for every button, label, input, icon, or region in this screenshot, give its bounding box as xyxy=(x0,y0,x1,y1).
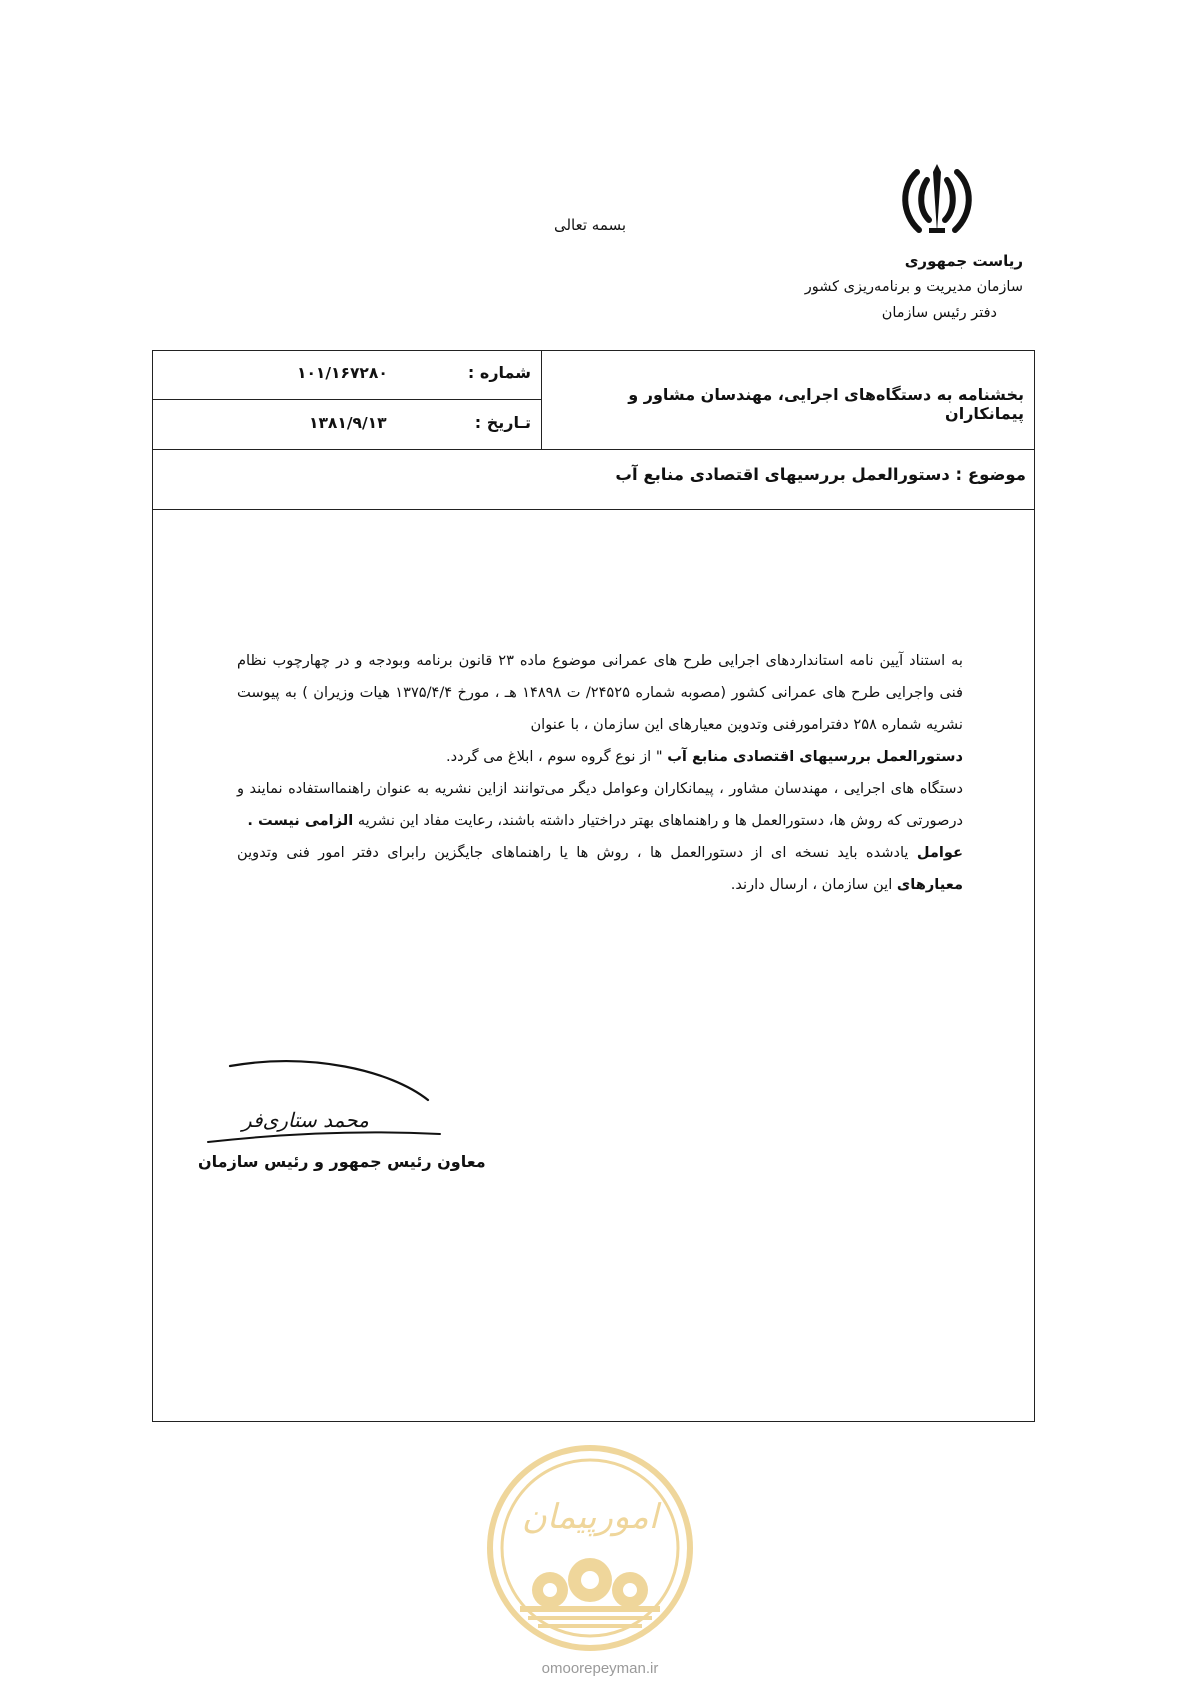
paragraph-3-text: یادشده باید نسخه ای از دستورالعمل ها ، روش ها یا راهنماهای جایگزین رابرای دفتر امور فنی وتدوین xyxy=(237,844,909,861)
paragraph-3-end: این سازمان ، ارسال دارند. xyxy=(730,876,893,893)
signature-name: محمد ستاری‌فر xyxy=(242,1108,369,1132)
subject-line: موضوع : دستورالعمل بررسیهای اقتصادی منابع آب xyxy=(615,465,1026,484)
publication-title: دستورالعمل بررسیهای اقتصادی منابع آب xyxy=(667,748,963,765)
letter-frame xyxy=(152,350,1035,1422)
paragraph-1 xyxy=(237,645,963,773)
org-line-organization: سازمان مدیریت و برنامه‌ریزی کشور xyxy=(804,279,1023,295)
basmala: بسمه تعالی xyxy=(553,216,627,234)
footer-website: omoorepeyman.ir xyxy=(541,1660,659,1677)
letter-body xyxy=(237,645,963,901)
organization-block xyxy=(805,248,1023,326)
iran-emblem-icon xyxy=(895,158,979,242)
org-line-presidency: ریاست جمهوری xyxy=(904,252,1023,270)
recipients: بخشنامه به دستگاه‌های اجرایی، مهندسان مشاور و پیمانکاران xyxy=(628,385,1024,423)
seal-text: امورپیمان xyxy=(521,1497,659,1537)
number-value: ۱۰۱/۱۶۷۲۸۰ xyxy=(297,364,388,382)
paragraph-3 xyxy=(237,837,963,901)
signature-title: معاون رئیس جمهور و رئیس سازمان xyxy=(198,1152,486,1171)
paragraph-2-bold: الزامی نیست . xyxy=(247,812,354,829)
watermark-seal-icon xyxy=(480,1438,700,1658)
paragraph-1-text: به استناد آیین نامه استانداردهای اجرایی طرح های عمرانی موضوع ماده ۲۳ قانون برنامه وبودجه و در چهارچوب نظام فنی واجرایی طرح های عمرانی کشور (مصوبه شماره ۲۴۵۲۵/ ت ۱۴۸۹۸ هـ ، مورخ ۱۳۷۵/۴/۴ هیات وزیران ) به پیوست نشریه شماره ۲۵۸ دفترامورفنی وتدوین معیارهای این سازمان ، با عنوان xyxy=(237,652,963,733)
paragraph-3-bold: عوامل xyxy=(916,844,963,861)
date-label: تـاریخ : xyxy=(474,413,531,432)
number-label: شماره : xyxy=(467,363,531,382)
org-line-office: دفتر رئیس سازمان xyxy=(881,305,997,321)
paragraph-2-text: دستگاه های اجرایی ، مهندسان مشاور ، پیمانکاران وعوامل دیگر می‌توانند ازاین نشریه به عنوان راهنمااستفاده نمایند و درصورتی که روش ها، دستورالعمل ها و راهنماهای بهتر دراختیار داشته باشند، رعایت مفاد این نشریه xyxy=(237,780,963,829)
date-value: ۱۳۸۱/۹/۱۳ xyxy=(309,414,387,432)
paragraph-3-bold-2: معیارهای xyxy=(896,876,963,893)
paragraph-2 xyxy=(237,773,963,837)
paragraph-1-end: " از نوع گروه سوم ، ابلاغ می گردد. xyxy=(445,748,663,765)
